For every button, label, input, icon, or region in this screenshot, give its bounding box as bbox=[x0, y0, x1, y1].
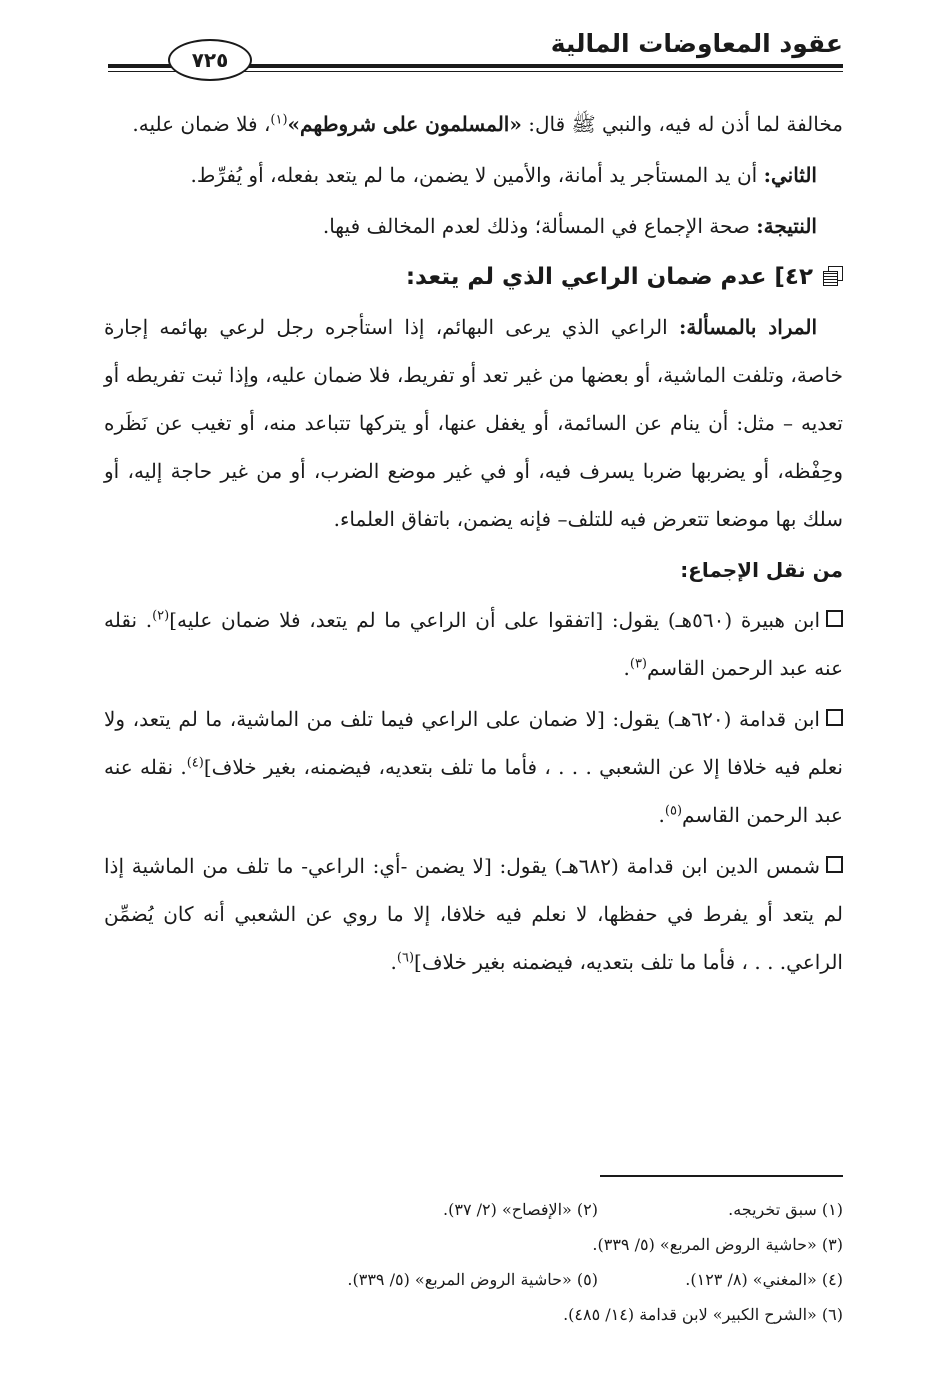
square-bullet-icon bbox=[826, 709, 843, 726]
footnote-1: (١) سبق تخريجه. bbox=[728, 1200, 843, 1219]
body-text bbox=[104, 100, 843, 989]
footnote-ref: (٥) bbox=[664, 803, 683, 819]
footnote-ref: (٤) bbox=[186, 755, 204, 771]
footnote-ref: (٢) bbox=[152, 608, 170, 624]
consensus-subheading: من نقل الإجماع: bbox=[680, 558, 843, 582]
quote-3: شمس الدين ابن قدامة (٦٨٢هـ) يقول: [لا يضمن -أي: الراعي- ما تلف من الماشية إذا لم يتعد أو يفرط في حفظها، لا نعلم فيه خلافا، إلا ما روي عن الشعبي أنه كان يُضمِّن الراعي. . . ، فأما ما تلف بتعديه، فيضمنه بغير خلاف]$^{(٦)}$. bbox=[104, 854, 843, 974]
footnote-4: (٤) «المغني» (٨/ ١٢٣). bbox=[685, 1270, 843, 1289]
running-title: عقود المعاوضات المالية bbox=[550, 29, 843, 58]
footnote-2: (٢) «الإفصاح» (٢/ ٣٧). bbox=[443, 1200, 598, 1219]
footnote-row bbox=[104, 1192, 843, 1227]
paragraph-1: مخالفة لما أذن له فيه، والنبي ﷺ قال: «المسلمون على شروطهم»$^{(١)}$، فلا ضمان عليه. bbox=[132, 112, 843, 136]
square-bullet-icon bbox=[826, 856, 843, 873]
page-number bbox=[168, 39, 252, 81]
quote-1: ابن هبيرة (٥٦٠هـ) يقول: [اتفقوا على أن الراعي ما لم يتعد، فلا ضمان عليه]$^{(٢)}$. نقله عنه عبد الرحمن القاسم$^{(٣)}$. bbox=[104, 608, 843, 680]
footnote-row bbox=[104, 1227, 843, 1262]
footnote-3: (٣) «حاشية الروض المربع» (٥/ ٣٣٩). bbox=[592, 1235, 843, 1254]
section-heading: ٤٢] عدم ضمان الراعي الذي لم يتعد: bbox=[104, 253, 843, 301]
footnotes bbox=[104, 1192, 843, 1332]
footnote-ref: (١) bbox=[270, 112, 288, 128]
paragraph-2: الثاني: أن يد المستأجر يد أمانة، والأمين لا يضمن، ما لم يتعد بفعله، أو يُفرِّط. bbox=[190, 163, 817, 187]
footnote-rule bbox=[600, 1175, 843, 1177]
footnote-ref: (٣) bbox=[629, 656, 647, 672]
paragraph-label: النتيجة: bbox=[756, 214, 817, 238]
paragraph-label: المراد بالمسألة: bbox=[678, 315, 818, 339]
footnote-row bbox=[104, 1297, 843, 1332]
footnote-ref: (٦) bbox=[396, 950, 415, 966]
footnote-6: (٦) «الشرح الكبير» لابن قدامة (١٤/ ٤٨٥). bbox=[563, 1305, 843, 1324]
pages-icon bbox=[823, 266, 843, 286]
square-bullet-icon bbox=[826, 610, 843, 627]
paragraph-3: النتيجة: صحة الإجماع في المسألة؛ وذلك لعدم المخالف فيها. bbox=[322, 214, 817, 238]
footnote-row bbox=[104, 1262, 843, 1297]
footnote-5: (٥) «حاشية الروض المربع» (٥/ ٣٣٩). bbox=[347, 1270, 598, 1289]
hadith-quote: «المسلمون على شروطهم» bbox=[287, 112, 522, 136]
paragraph-4: المراد بالمسألة: الراعي الذي يرعى البهائم، إذا استأجره رجل لرعي بهائمه إجارة خاصة، وتلفت الماشية، أو بعضها من غير تعد أو تفريط، فلا ضمان عليه، وإذا ثبت تفريطه أو تعديه – مثل: أن ينام عن السائمة، أو يغفل عنها، أو يتركها تتباعد منه، أو تغيب عن نَظَره وحِفْظه، أو يضربها ضربا يسرف فيه، أو في غير موضع الضرب، أو من غير حاجة إليه، أو سلك بها موضعا تتعرض فيه للتلف– فإنه يضمن، باتفاق العلماء. bbox=[104, 315, 843, 531]
quote-2: ابن قدامة (٦٢٠هـ) يقول: [لا ضمان على الراعي فيما تلف من الماشية، ما لم يتعد، ولا نعلم فيه خلافا إلا عن الشعبي . . . ، فأما ما تلف بتعديه، فيضمنه، بغير خلاف]$^{(٤)}$. نقله عنه عبد الرحمن القاسم$^{(٥)}$. bbox=[104, 707, 843, 827]
page-number-text: ٧٢٥ bbox=[191, 48, 229, 72]
paragraph-label: الثاني: bbox=[763, 163, 817, 187]
